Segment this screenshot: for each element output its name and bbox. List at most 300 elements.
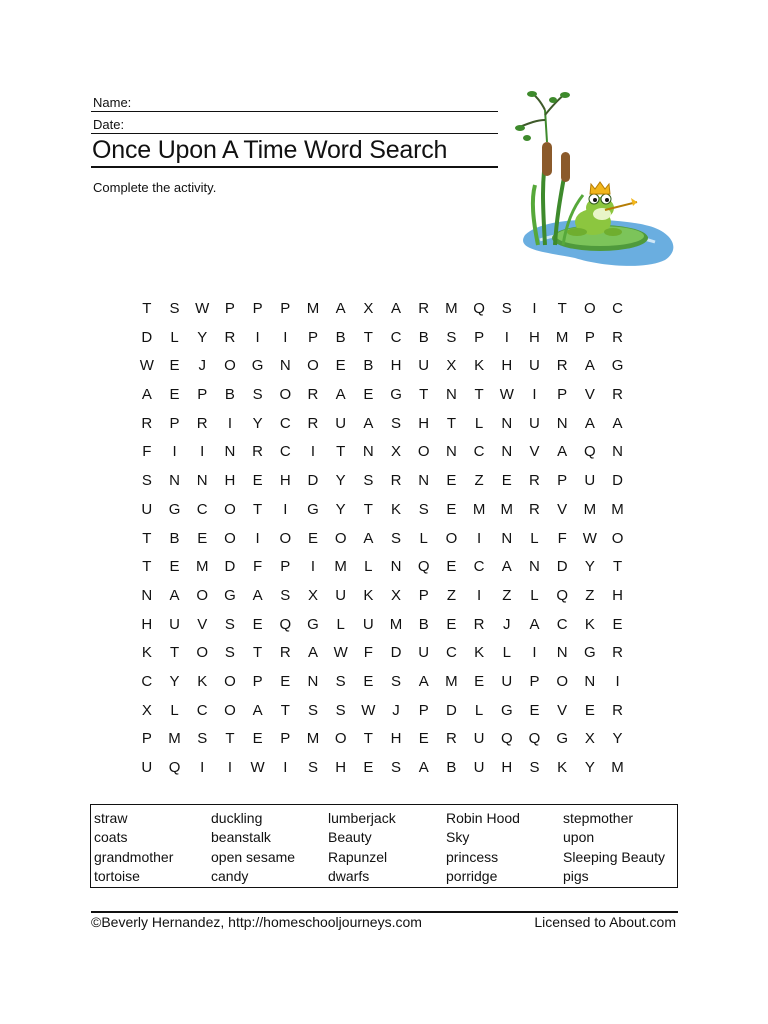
grid-letter[interactable]: S	[391, 759, 402, 776]
grid-letter[interactable]: K	[197, 672, 208, 690]
grid-letter[interactable]: M	[500, 500, 514, 518]
grid-letter[interactable]: V	[584, 386, 595, 404]
grid-letter[interactable]: A	[335, 300, 346, 317]
grid-letter[interactable]: S	[363, 472, 374, 490]
grid-letter[interactable]: M	[168, 730, 181, 748]
grid-letter[interactable]: M	[389, 615, 403, 633]
grid-letter[interactable]: R	[390, 472, 402, 490]
grid-letter[interactable]: S	[391, 672, 402, 690]
grid-letter[interactable]: K	[584, 615, 595, 633]
grid-letter[interactable]: S	[141, 472, 152, 490]
grid-letter[interactable]: S	[252, 386, 263, 404]
grid-letter[interactable]: X	[363, 300, 374, 317]
grid-letter[interactable]: T	[557, 300, 567, 317]
grid-letter[interactable]: W	[361, 701, 376, 719]
grid-letter[interactable]: M	[611, 500, 624, 518]
grid-letter[interactable]: N	[501, 414, 513, 432]
grid-letter[interactable]: H	[390, 357, 402, 375]
grid-letter[interactable]: C	[612, 300, 623, 317]
grid-letter[interactable]: G	[168, 500, 181, 518]
grid-letter[interactable]: N	[529, 558, 540, 576]
grid-letter[interactable]: O	[224, 672, 236, 690]
grid-letter[interactable]: Y	[584, 759, 595, 776]
grid-letter[interactable]: E	[529, 701, 540, 719]
grid-letter[interactable]: C	[556, 615, 568, 633]
grid-letter[interactable]: R	[612, 328, 623, 346]
grid-letter[interactable]: E	[418, 730, 429, 748]
grid-letter[interactable]: N	[362, 443, 374, 461]
grid-letter[interactable]: W	[195, 300, 210, 317]
grid-letter[interactable]: N	[445, 443, 457, 461]
grid-letter[interactable]: O	[224, 529, 236, 547]
grid-letter[interactable]: J	[392, 701, 400, 719]
grid-letter[interactable]: M	[445, 300, 458, 317]
grid-letter[interactable]: I	[200, 443, 205, 461]
grid-letter[interactable]: C	[196, 500, 208, 518]
grid-letter[interactable]: D	[390, 644, 402, 662]
grid-letter[interactable]: M	[555, 328, 569, 346]
grid-letter[interactable]: Q	[584, 443, 596, 461]
grid-letter[interactable]: J	[198, 357, 206, 375]
grid-letter[interactable]: S	[446, 328, 457, 346]
grid-letter[interactable]: U	[529, 414, 540, 432]
grid-letter[interactable]: A	[418, 759, 429, 776]
grid-letter[interactable]: H	[612, 586, 623, 604]
grid-letter[interactable]: E	[446, 615, 457, 633]
grid-letter[interactable]: A	[612, 414, 623, 432]
grid-letter[interactable]: U	[473, 759, 485, 776]
grid-letter[interactable]: F	[253, 558, 263, 576]
grid-letter[interactable]: R	[141, 414, 153, 432]
grid-letter[interactable]: W	[333, 644, 348, 662]
grid-letter[interactable]: P	[307, 328, 318, 346]
grid-letter[interactable]: T	[225, 730, 235, 748]
grid-letter[interactable]: M	[445, 672, 458, 690]
grid-letter[interactable]: Q	[556, 586, 568, 604]
grid-letter[interactable]: D	[141, 328, 153, 346]
grid-letter[interactable]: E	[252, 615, 263, 633]
grid-letter[interactable]: E	[446, 558, 457, 576]
grid-letter[interactable]: I	[227, 414, 232, 432]
grid-letter[interactable]: E	[363, 386, 374, 404]
grid-letter[interactable]: P	[418, 701, 429, 719]
grid-letter[interactable]: L	[502, 644, 511, 662]
grid-letter[interactable]: G	[307, 500, 319, 518]
grid-letter[interactable]: I	[310, 443, 316, 461]
grid-letter[interactable]: P	[280, 730, 291, 748]
grid-letter[interactable]: H	[224, 472, 236, 490]
grid-letter[interactable]: O	[584, 300, 596, 317]
grid-letter[interactable]: Q	[473, 300, 485, 317]
grid-letter[interactable]: R	[307, 414, 319, 432]
grid-letter[interactable]: C	[390, 328, 402, 346]
grid-letter[interactable]: P	[252, 672, 263, 690]
grid-letter[interactable]: S	[529, 759, 540, 776]
grid-letter[interactable]: E	[252, 730, 263, 748]
grid-letter[interactable]: L	[474, 414, 484, 432]
grid-letter[interactable]: O	[224, 701, 236, 719]
grid-letter[interactable]: I	[283, 759, 288, 776]
grid-letter[interactable]: A	[335, 386, 346, 404]
grid-letter[interactable]: P	[141, 730, 152, 748]
grid-letter[interactable]: M	[306, 300, 320, 317]
grid-letter[interactable]: C	[445, 644, 457, 662]
grid-letter[interactable]: U	[169, 615, 180, 633]
grid-letter[interactable]: I	[283, 500, 288, 518]
grid-letter[interactable]: S	[307, 759, 318, 776]
grid-letter[interactable]: I	[504, 328, 509, 346]
grid-letter[interactable]: O	[196, 644, 209, 662]
grid-letter[interactable]: I	[532, 386, 537, 404]
grid-letter[interactable]: W	[582, 529, 597, 547]
grid-letter[interactable]: D	[307, 472, 319, 490]
grid-letter[interactable]: A	[363, 414, 374, 432]
grid-letter[interactable]: G	[500, 701, 513, 719]
grid-letter[interactable]: Q	[168, 759, 181, 776]
grid-letter[interactable]: N	[584, 672, 596, 690]
grid-letter[interactable]: U	[473, 730, 485, 748]
grid-letter[interactable]: P	[418, 586, 429, 604]
grid-letter[interactable]: R	[418, 300, 430, 317]
grid-letter[interactable]: O	[417, 443, 430, 461]
grid-letter[interactable]: U	[529, 357, 540, 375]
grid-letter[interactable]: G	[584, 644, 596, 662]
grid-letter[interactable]: M	[334, 558, 347, 576]
grid-letter[interactable]: G	[390, 386, 402, 404]
grid-letter[interactable]: B	[418, 328, 429, 346]
grid-letter[interactable]: B	[335, 328, 346, 346]
grid-letter[interactable]: O	[334, 529, 347, 547]
grid-letter[interactable]: B	[446, 759, 457, 776]
grid-letter[interactable]: O	[196, 586, 209, 604]
grid-letter[interactable]: S	[224, 644, 235, 662]
grid-letter[interactable]: O	[279, 386, 292, 404]
grid-letter[interactable]: L	[364, 558, 373, 576]
grid-letter[interactable]: W	[250, 759, 265, 776]
grid-letter[interactable]: Y	[335, 500, 346, 518]
name-line[interactable]	[91, 111, 498, 112]
grid-letter[interactable]: T	[253, 500, 263, 518]
grid-letter[interactable]: S	[224, 615, 235, 633]
grid-letter[interactable]: I	[172, 443, 177, 461]
grid-letter[interactable]: H	[390, 730, 402, 748]
grid-letter[interactable]: L	[170, 701, 179, 719]
grid-letter[interactable]: G	[224, 586, 236, 604]
grid-letter[interactable]: A	[363, 529, 374, 547]
grid-letter[interactable]: C	[279, 443, 291, 461]
grid-letter[interactable]: E	[584, 701, 595, 719]
grid-letter[interactable]: N	[501, 443, 513, 461]
grid-letter[interactable]: A	[252, 701, 263, 719]
grid-letter[interactable]: X	[391, 586, 402, 604]
grid-letter[interactable]: M	[306, 730, 320, 748]
grid-letter[interactable]: O	[445, 529, 458, 547]
grid-letter[interactable]: T	[253, 644, 263, 662]
grid-letter[interactable]: A	[529, 615, 540, 633]
grid-letter[interactable]: E	[335, 357, 346, 375]
grid-letter[interactable]: R	[529, 472, 540, 490]
grid-letter[interactable]: E	[169, 357, 180, 375]
grid-letter[interactable]: N	[279, 357, 291, 375]
grid-letter[interactable]: M	[611, 759, 624, 776]
grid-letter[interactable]: I	[532, 300, 537, 317]
grid-letter[interactable]: A	[141, 386, 152, 404]
grid-letter[interactable]: K	[474, 357, 485, 375]
grid-letter[interactable]: S	[335, 701, 346, 719]
grid-letter[interactable]: O	[556, 672, 568, 690]
grid-letter[interactable]: T	[142, 558, 152, 576]
grid-letter[interactable]: C	[473, 443, 485, 461]
grid-letter[interactable]: R	[612, 386, 623, 404]
grid-letter[interactable]: U	[362, 615, 374, 633]
grid-letter[interactable]: G	[307, 615, 319, 633]
grid-letter[interactable]: O	[307, 357, 319, 375]
grid-letter[interactable]: H	[418, 414, 430, 432]
grid-letter[interactable]: S	[418, 500, 429, 518]
grid-letter[interactable]: L	[336, 615, 345, 633]
grid-letter[interactable]: E	[446, 500, 457, 518]
grid-letter[interactable]: H	[335, 759, 347, 776]
grid-letter[interactable]: P	[224, 300, 235, 317]
grid-letter[interactable]: P	[529, 672, 540, 690]
grid-letter[interactable]: J	[503, 615, 511, 633]
grid-letter[interactable]: D	[445, 701, 457, 719]
grid-letter[interactable]: X	[584, 730, 595, 748]
grid-letter[interactable]: I	[615, 672, 620, 690]
grid-letter[interactable]: R	[445, 730, 457, 748]
grid-letter[interactable]: T	[363, 730, 373, 748]
grid-letter[interactable]: T	[474, 386, 484, 404]
grid-letter[interactable]: G	[611, 357, 624, 375]
grid-letter[interactable]: A	[418, 672, 429, 690]
grid-letter[interactable]: Y	[584, 558, 595, 576]
grid-letter[interactable]: L	[419, 529, 428, 547]
grid-letter[interactable]: N	[445, 386, 457, 404]
grid-letter[interactable]: F	[557, 529, 567, 547]
grid-letter[interactable]: V	[557, 701, 568, 719]
grid-letter[interactable]: I	[310, 558, 316, 576]
grid-letter[interactable]: U	[501, 672, 513, 690]
grid-letter[interactable]: W	[139, 357, 154, 375]
grid-letter[interactable]: N	[307, 672, 319, 690]
grid-letter[interactable]: E	[307, 529, 318, 547]
grid-letter[interactable]: N	[501, 529, 513, 547]
grid-letter[interactable]: U	[418, 357, 430, 375]
grid-letter[interactable]: O	[224, 357, 236, 375]
grid-letter[interactable]: D	[224, 558, 236, 576]
grid-letter[interactable]: N	[390, 558, 402, 576]
grid-letter[interactable]: P	[557, 472, 568, 490]
grid-letter[interactable]: I	[283, 328, 288, 346]
grid-letter[interactable]: K	[474, 644, 485, 662]
grid-letter[interactable]: T	[142, 300, 152, 317]
grid-letter[interactable]: U	[418, 644, 430, 662]
grid-letter[interactable]: D	[612, 472, 623, 490]
grid-letter[interactable]: R	[279, 644, 291, 662]
grid-letter[interactable]: E	[197, 529, 208, 547]
grid-letter[interactable]: M	[472, 500, 486, 518]
grid-letter[interactable]: L	[530, 529, 539, 547]
grid-letter[interactable]: A	[501, 558, 512, 576]
grid-letter[interactable]: T	[612, 558, 623, 576]
grid-letter[interactable]: L	[530, 586, 539, 604]
grid-letter[interactable]: Y	[169, 672, 180, 690]
grid-letter[interactable]: I	[477, 586, 482, 604]
grid-letter[interactable]: R	[224, 328, 236, 346]
grid-letter[interactable]: T	[419, 386, 429, 404]
grid-letter[interactable]: R	[196, 414, 208, 432]
grid-letter[interactable]: E	[252, 472, 263, 490]
grid-letter[interactable]: Q	[279, 615, 292, 633]
grid-letter[interactable]: M	[583, 500, 597, 518]
grid-letter[interactable]: N	[196, 472, 208, 490]
grid-letter[interactable]: S	[197, 730, 208, 748]
grid-letter[interactable]: Y	[612, 730, 623, 748]
grid-letter[interactable]: R	[307, 386, 319, 404]
grid-letter[interactable]: X	[307, 586, 318, 604]
grid-letter[interactable]: P	[474, 328, 485, 346]
grid-letter[interactable]: S	[169, 300, 180, 317]
grid-letter[interactable]: X	[141, 701, 152, 719]
grid-letter[interactable]: T	[363, 500, 373, 518]
grid-letter[interactable]: P	[252, 300, 263, 317]
grid-letter[interactable]: A	[584, 357, 595, 375]
grid-letter[interactable]: G	[251, 357, 264, 375]
grid-letter[interactable]: P	[557, 386, 568, 404]
grid-letter[interactable]: K	[141, 644, 152, 662]
grid-letter[interactable]: V	[197, 615, 208, 633]
grid-letter[interactable]: I	[227, 759, 232, 776]
grid-letter[interactable]: T	[446, 414, 456, 432]
grid-letter[interactable]: F	[142, 443, 152, 461]
grid-letter[interactable]: T	[280, 701, 290, 719]
grid-letter[interactable]: U	[584, 472, 596, 490]
grid-letter[interactable]: D	[556, 558, 568, 576]
grid-letter[interactable]: S	[307, 701, 318, 719]
grid-letter[interactable]: H	[501, 357, 513, 375]
grid-letter[interactable]: C	[279, 414, 291, 432]
grid-letter[interactable]: E	[280, 672, 291, 690]
grid-letter[interactable]: E	[501, 472, 512, 490]
grid-letter[interactable]: K	[391, 500, 402, 518]
grid-letter[interactable]: R	[473, 615, 485, 633]
grid-letter[interactable]: S	[335, 672, 346, 690]
grid-letter[interactable]: Z	[502, 586, 512, 604]
grid-letter[interactable]: O	[279, 529, 292, 547]
grid-letter[interactable]: N	[612, 443, 623, 461]
grid-letter[interactable]: M	[195, 558, 209, 576]
grid-letter[interactable]: Q	[500, 730, 513, 748]
grid-letter[interactable]: H	[141, 615, 153, 633]
grid-letter[interactable]: B	[363, 357, 374, 375]
grid-letter[interactable]: S	[391, 529, 402, 547]
grid-letter[interactable]: N	[418, 472, 430, 490]
grid-letter[interactable]: C	[141, 672, 153, 690]
grid-letter[interactable]: E	[474, 672, 485, 690]
grid-letter[interactable]: I	[255, 328, 260, 346]
grid-letter[interactable]: R	[529, 500, 540, 518]
grid-letter[interactable]: I	[532, 644, 537, 662]
grid-letter[interactable]: H	[529, 328, 540, 346]
grid-letter[interactable]: H	[501, 759, 513, 776]
grid-letter[interactable]: Y	[252, 414, 263, 432]
grid-letter[interactable]: G	[556, 730, 568, 748]
grid-letter[interactable]: P	[197, 386, 208, 404]
grid-letter[interactable]: O	[611, 529, 624, 547]
grid-letter[interactable]: Y	[335, 472, 346, 490]
grid-letter[interactable]: P	[584, 328, 595, 346]
grid-letter[interactable]: A	[391, 300, 402, 317]
grid-letter[interactable]: U	[335, 586, 347, 604]
grid-letter[interactable]: T	[336, 443, 346, 461]
grid-letter[interactable]: E	[169, 386, 180, 404]
grid-letter[interactable]: X	[391, 443, 402, 461]
grid-letter[interactable]: Y	[197, 328, 208, 346]
grid-letter[interactable]: A	[557, 443, 568, 461]
grid-letter[interactable]: N	[556, 644, 568, 662]
grid-letter[interactable]: Q	[528, 730, 541, 748]
grid-letter[interactable]: L	[474, 701, 484, 719]
grid-letter[interactable]: B	[418, 615, 429, 633]
grid-letter[interactable]: E	[446, 472, 457, 490]
grid-letter[interactable]: C	[196, 701, 208, 719]
grid-letter[interactable]: S	[501, 300, 512, 317]
grid-letter[interactable]: X	[446, 357, 457, 375]
grid-letter[interactable]: U	[141, 500, 153, 518]
grid-letter[interactable]: Z	[585, 586, 595, 604]
grid-letter[interactable]: I	[477, 529, 482, 547]
grid-letter[interactable]: R	[252, 443, 264, 461]
grid-letter[interactable]: R	[556, 357, 568, 375]
grid-letter[interactable]: T	[142, 529, 152, 547]
date-line[interactable]	[91, 133, 498, 134]
grid-letter[interactable]: I	[200, 759, 205, 776]
grid-letter[interactable]: B	[169, 529, 180, 547]
grid-letter[interactable]: T	[363, 328, 373, 346]
grid-letter[interactable]: I	[255, 529, 260, 547]
grid-letter[interactable]: S	[280, 586, 291, 604]
grid-letter[interactable]: A	[252, 586, 263, 604]
grid-letter[interactable]: W	[499, 386, 514, 404]
grid-letter[interactable]: Z	[474, 472, 484, 490]
grid-letter[interactable]: Q	[417, 558, 430, 576]
grid-letter[interactable]: N	[224, 443, 236, 461]
grid-letter[interactable]: E	[363, 759, 374, 776]
grid-letter[interactable]: E	[612, 615, 623, 633]
grid-letter[interactable]: P	[280, 300, 291, 317]
grid-letter[interactable]: N	[556, 414, 568, 432]
grid-letter[interactable]: E	[363, 672, 374, 690]
grid-letter[interactable]: U	[335, 414, 347, 432]
grid-letter[interactable]: H	[279, 472, 291, 490]
grid-letter[interactable]: P	[169, 414, 180, 432]
grid-letter[interactable]: B	[224, 386, 235, 404]
grid-letter[interactable]: P	[280, 558, 291, 576]
grid-letter[interactable]: C	[473, 558, 485, 576]
grid-letter[interactable]: L	[170, 328, 179, 346]
grid-letter[interactable]: K	[363, 586, 374, 604]
grid-letter[interactable]: O	[334, 730, 347, 748]
grid-letter[interactable]: N	[169, 472, 180, 490]
grid-letter[interactable]: T	[169, 644, 180, 662]
grid-letter[interactable]: Z	[446, 586, 456, 604]
grid-letter[interactable]: U	[141, 759, 153, 776]
grid-letter[interactable]: V	[557, 500, 568, 518]
grid-letter[interactable]: R	[612, 701, 623, 719]
grid-letter[interactable]: R	[612, 644, 623, 662]
grid-letter[interactable]: A	[169, 586, 180, 604]
grid-letter[interactable]: K	[557, 759, 568, 776]
